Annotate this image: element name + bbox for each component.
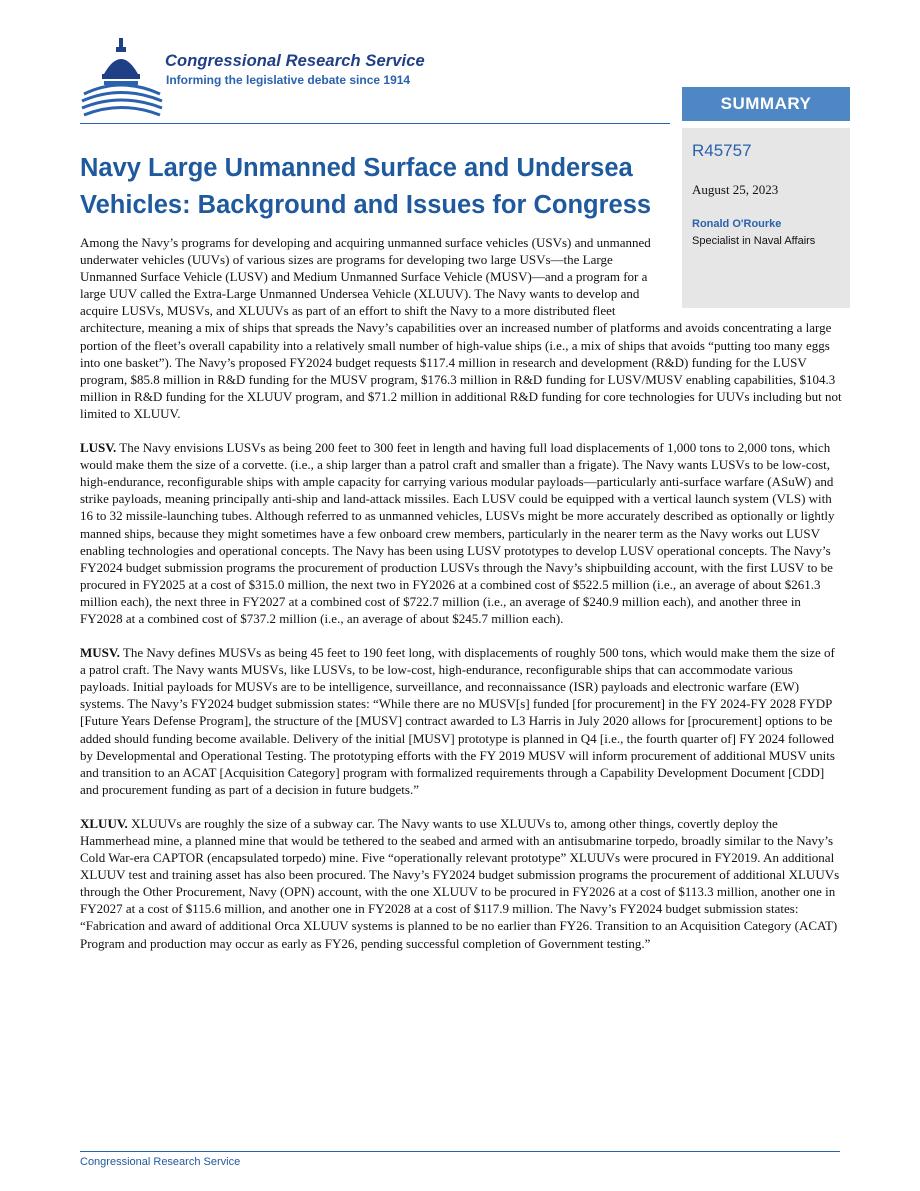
paragraph-text: Among the Navy’s programs for developing and acquiring unmanned surface vehicles (USVs) and unmanned underwater vehicles (UUVs) of various sizes are programs for developing two large USVs—the Large Unmanned Surface Vehicle (LUSV) and Medium Unmanned Surface Vehicle (MUSV)—and a program for a large UUV called the Extra-Large Unmanned Undersea Vehicle (XLUUV). The Navy wants to develop and acquire LUSVs, MUSVs, and XLUUVs as part of an effort to shift the Navy to a more distributed fleet architecture, meaning a mix of ships that spreads the Navy’s capabilities over an increased number of platforms and avoids concentrating a large portion of the fleet’s overall capability into a relatively small number of high-value ships (i.e., a mix of ships that avoids “putting too many eggs into one basket”). The Navy’s proposed FY2024 budget requests $117.4 million in research and development (R&D) funding for the LUSV program, $85.8 million in R&D funding for the MUSV program, $176.3 million in R&D funding for LUSV/MUSV enabling capabilities, $104.3 million in R&D funding for the XLUUV program, and $71.2 million in additional R&D funding for core technologies for UUVs including but not limited to XLUUV. bbox=[80, 235, 842, 421]
footer-text: Congressional Research Service bbox=[80, 1156, 241, 1168]
paragraph-lead: LUSV. bbox=[80, 440, 117, 456]
report-number: R45757 bbox=[692, 141, 752, 160]
author-name: Ronald O'Rourke bbox=[692, 218, 782, 230]
paragraph-text: The Navy defines MUSVs as being 45 feet to 190 feet long, with displacements of roughly 500 tons, which would make them the size of a patrol craft. The Navy wants MUSVs, like LUSVs, to be low-cost, high-endurance, reconfigurable ships that can accommodate various payloads. Initial payloads for MUSVs are to be intelligence, surveillance, and reconnaissance (ISR) payloads and electronic warfare (EW) systems. The Navy’s FY2024 budget submission states: “While there are no MUSV[s] funded [for procurement] in the FY 2024-FY 2028 FYDP [Future Years Defense Program], the structure of the [MUSV] contract awarded to L3 Harris in July 2020 allows for [procurement] options to be added should funding become available. Delivery of the initial [MUSV] prototype is planned in Q4 [i.e., the fourth quarter of] FY 2024 followed by Developmental and Operational Testing. The prototyping efforts with the FY 2019 MUSV will inform procurement of additional MUSV units and transition to an ACAT [Acquisition Category] program with formalized requirements through a Capability Development Document [CDD] and procurement funding as part of a decision in future budgets.” bbox=[80, 645, 835, 797]
paragraph-intro bbox=[80, 234, 842, 422]
page-title: Navy Large Unmanned Surface and Undersea Vehicles: Background and Issues for Congress bbox=[80, 154, 652, 219]
paragraph-lusv bbox=[80, 439, 842, 627]
org-name: Congressional Research Service bbox=[165, 52, 425, 70]
author-title: Specialist in Naval Affairs bbox=[692, 235, 816, 247]
paragraph-musv bbox=[80, 644, 842, 798]
report-date: August 25, 2023 bbox=[692, 182, 779, 197]
org-tagline: Informing the legislative debate since 1914 bbox=[166, 73, 411, 87]
paragraph-lead: MUSV. bbox=[80, 645, 120, 661]
paragraph-xluuv bbox=[80, 815, 842, 952]
paragraph-lead: XLUUV. bbox=[80, 815, 128, 831]
summary-body bbox=[80, 234, 842, 969]
crs-logo bbox=[80, 30, 680, 125]
paragraph-text: XLUUVs are roughly the size of a subway car. The Navy wants to use XLUUVs to, among other things, covertly deploy the Hammerhead mine, a planned mine that would be tethered to the seabed and armed with an antisubmarine torpedo, broadly similar to the Navy’s Cold War-era CAPTOR (encapsulated torpedo) mine. Five “operationally relevant prototype” XLUUVs were procured in FY2019. An additional XLUUV test and training asset has also been procured. The Navy’s FY2024 budget submission programs the procurement of additional XLUUVs through the Other Procurement, Navy (OPN) account, with the one XLUUV to be procured in FY2026 at a cost of $113.3 million, another one in FY2027 at a cost of $115.6 million, and another one in FY2028 at a cost of $117.9 million. The Navy’s FY2024 budget submission states: “Fabrication and award of additional Orca XLUUV systems is planned to be no earlier than FY26. Transition to an Acquisition Category (ACAT) Program and production may occur as early as FY26, pending successful completion of Government testing.” bbox=[80, 815, 840, 951]
footer-divider bbox=[80, 1151, 840, 1152]
header-divider bbox=[80, 123, 670, 124]
summary-label: SUMMARY bbox=[682, 87, 850, 121]
paragraph-text: The Navy envisions LUSVs as being 200 feet to 300 feet in length and having full load displacements of 1,000 tons to 2,000 tons, which would make them the size of a corvette. (i.e., a ship larger than a patrol craft and smaller than a frigate). The Navy wants LUSVs to be low-cost, high-endurance, reconfigurable ships with ample capacity for carrying various modular payloads—particularly anti-surface warfare (ASuW) and strike payloads, meaning principally anti-ship and land-attack missiles. Each LUSV could be equipped with a vertical launch system (VLS) with 16 to 32 missile-launching tubes. Although referred to as unmanned vehicles, LUSVs might be more accurately described as optionally or lightly manned ships, because they might sometimes have a few onboard crew members, particularly in the nearer term as the Navy works out LUSV enabling technologies and operational concepts. The Navy has been using LUSV prototypes to develop LUSV operational concepts. The Navy’s FY2024 budget submission programs the procurement of production LUSVs through the Navy’s shipbuilding account, with the first LUSV to be procured in FY2025 at a cost of $315.0 million, the next two in FY2026 at a combined cost of $522.5 million (i.e., an average of about $261.3 million each), the next three in FY2027 at a combined cost of $722.7 million (i.e., an average of $240.9 million each), and another three in FY2028 at a combined cost of $737.2 million (i.e., an average of about $245.7 million each). bbox=[80, 440, 835, 626]
capitol-dome-icon bbox=[80, 36, 164, 118]
